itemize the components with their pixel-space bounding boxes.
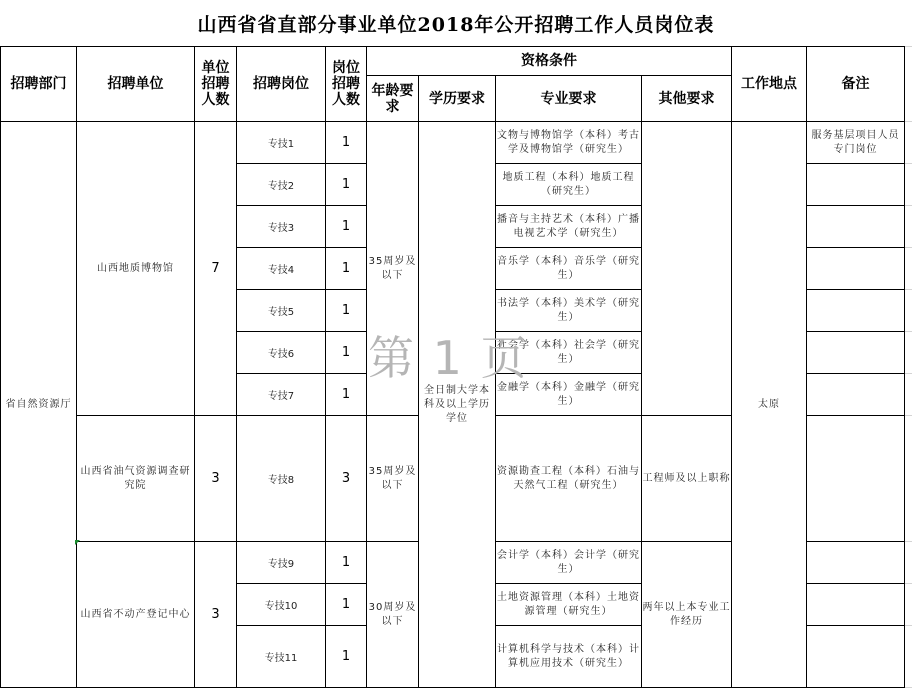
post-count: 1 (326, 122, 367, 164)
post-name: 专技3 (237, 206, 326, 248)
unit-count: 3 (195, 542, 237, 688)
post-name: 专技1 (237, 122, 326, 164)
major-requirement: 社会学（本科）社会学（研究生） (496, 332, 642, 374)
post-count: 1 (326, 626, 367, 688)
header-unit: 招聘单位 (77, 47, 195, 122)
remark-cell (807, 248, 905, 290)
edge-cell (905, 248, 912, 290)
major-requirement: 金融学（本科）金融学（研究生） (496, 374, 642, 416)
unit-count: 7 (195, 122, 237, 416)
post-count: 1 (326, 332, 367, 374)
post-name: 专技5 (237, 290, 326, 332)
header-unit-count: 单位招聘人数 (195, 47, 237, 122)
edge-cell (905, 416, 912, 542)
remark-cell (807, 164, 905, 206)
edge-cell (905, 374, 912, 416)
header-education: 学历要求 (419, 76, 496, 122)
header-remarks: 备注 (807, 47, 905, 122)
edge-cell (905, 164, 912, 206)
post-count: 1 (326, 206, 367, 248)
edge-cell (905, 626, 912, 688)
unit-name: 山西省不动产登记中心 (77, 542, 195, 688)
remark-cell (807, 290, 905, 332)
remark-cell (807, 542, 905, 584)
post-count: 1 (326, 374, 367, 416)
post-count: 3 (326, 416, 367, 542)
remark-cell (807, 206, 905, 248)
major-requirement: 土地资源管理（本科）土地资源管理（研究生） (496, 584, 642, 626)
unit-name: 山西地质博物馆 (77, 122, 195, 416)
post-name: 专技6 (237, 332, 326, 374)
edge-cell (905, 122, 912, 164)
header-age: 年龄要求 (367, 76, 419, 122)
major-requirement: 计算机科学与技术（本科）计算机应用技术（研究生） (496, 626, 642, 688)
post-name: 专技10 (237, 584, 326, 626)
remark-cell: 服务基层项目人员专门岗位 (807, 122, 905, 164)
post-name: 专技2 (237, 164, 326, 206)
header-major: 专业要求 (496, 76, 642, 122)
age-requirement: 35周岁及以下 (367, 122, 419, 416)
edge-cell (905, 584, 912, 626)
page-title: 山西省省直部分事业单位2018年公开招聘工作人员岗位表 (0, 0, 912, 47)
work-location: 太原 (732, 122, 807, 688)
remark-cell (807, 584, 905, 626)
edge-cell (905, 206, 912, 248)
post-name: 专技4 (237, 248, 326, 290)
major-requirement: 资源勘查工程（本科）石油与天然气工程（研究生） (496, 416, 642, 542)
major-requirement: 音乐学（本科）音乐学（研究生） (496, 248, 642, 290)
header-post: 招聘岗位 (237, 47, 326, 122)
major-requirement: 地质工程（本科）地质工程（研究生） (496, 164, 642, 206)
header-qualifications: 资格条件 (367, 47, 732, 76)
age-requirement: 35周岁及以下 (367, 416, 419, 542)
unit-count: 3 (195, 416, 237, 542)
header-other: 其他要求 (642, 76, 732, 122)
post-name: 专技8 (237, 416, 326, 542)
post-name: 专技9 (237, 542, 326, 584)
header-location: 工作地点 (732, 47, 807, 122)
edge-cell (905, 542, 912, 584)
other-requirement: 工程师及以上职称 (642, 416, 732, 542)
header-post-count: 岗位招聘人数 (326, 47, 367, 122)
post-count: 1 (326, 542, 367, 584)
remark-cell (807, 332, 905, 374)
post-count: 1 (326, 248, 367, 290)
major-requirement: 文物与博物馆学（本科）考古学及博物馆学（研究生） (496, 122, 642, 164)
edge-cell (905, 47, 912, 122)
major-requirement: 书法学（本科）美术学（研究生） (496, 290, 642, 332)
other-requirement (642, 122, 732, 416)
post-count: 1 (326, 290, 367, 332)
other-requirement: 两年以上本专业工作经历 (642, 542, 732, 688)
page-watermark: 第 1 页 (368, 331, 529, 385)
post-name: 专技7 (237, 374, 326, 416)
edge-cell (905, 290, 912, 332)
remark-cell (807, 374, 905, 416)
cell-comment-marker (75, 540, 80, 545)
post-name: 专技11 (237, 626, 326, 688)
remark-cell (807, 626, 905, 688)
edge-cell (905, 332, 912, 374)
dept-cell: 省自然资源厅 (1, 122, 77, 688)
header-dept: 招聘部门 (1, 47, 77, 122)
major-requirement: 播音与主持艺术（本科）广播电视艺术学（研究生） (496, 206, 642, 248)
age-requirement: 30周岁及以下 (367, 542, 419, 688)
education-requirement: 全日制大学本科及以上学历学位 (419, 122, 496, 688)
major-requirement: 会计学（本科）会计学（研究生） (496, 542, 642, 584)
post-count: 1 (326, 584, 367, 626)
unit-name: 山西省油气资源调查研究院 (77, 416, 195, 542)
job-positions-table (0, 46, 912, 688)
remark-cell (807, 416, 905, 542)
post-count: 1 (326, 164, 367, 206)
